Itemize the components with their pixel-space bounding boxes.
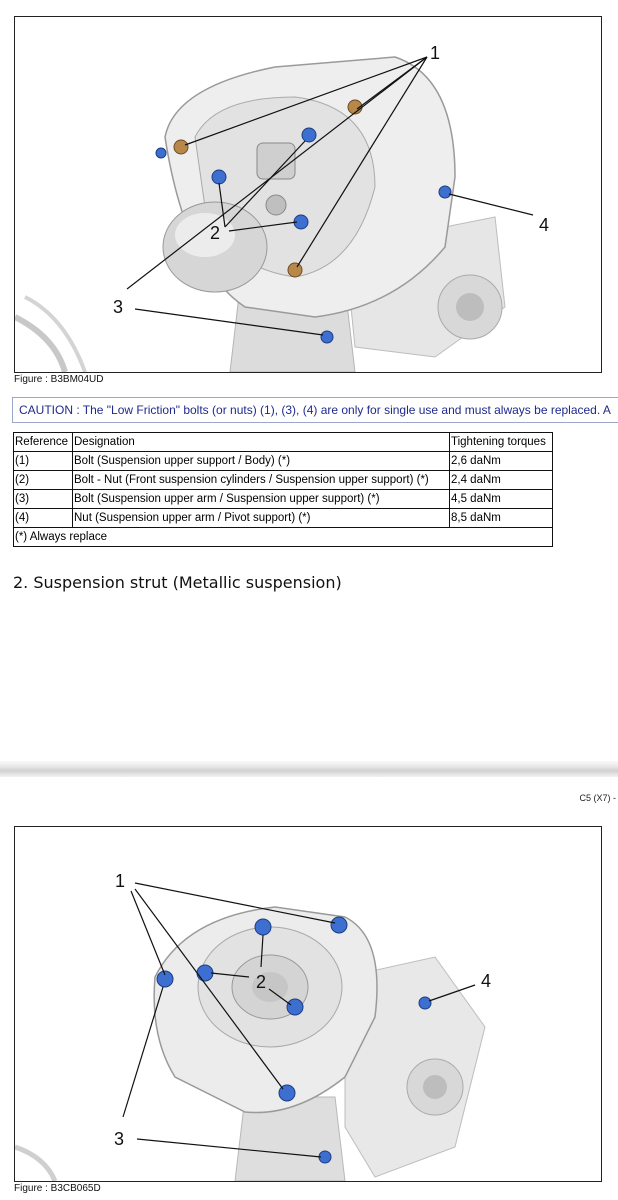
table-footnote-row: [14, 528, 553, 547]
row-reference: (2): [14, 471, 73, 490]
row-torque: 8,5 daNm: [450, 509, 553, 528]
table-header-row: [14, 433, 553, 452]
figure-1-callout-4: 4: [539, 215, 550, 235]
table-footnote: (*) Always replace: [14, 528, 553, 547]
table-row: [14, 509, 553, 528]
table-row: [14, 452, 553, 471]
figure-1-illustration: [15, 17, 601, 372]
row-torque: 4,5 daNm: [450, 490, 553, 509]
figure-2-callout-3: 3: [114, 1129, 125, 1149]
figure-2-callout-4: 4: [481, 971, 492, 991]
caution-box: [12, 397, 618, 423]
figure-1-callout-2: 2: [210, 223, 221, 243]
page-reference: C5 (X7) -: [579, 793, 616, 803]
table-row: [14, 490, 553, 509]
figure-1-caption: Figure : B3BM04UD: [14, 374, 104, 385]
row-reference: (1): [14, 452, 73, 471]
row-reference: (3): [14, 490, 73, 509]
figure-2-caption: Figure : B3CB065D: [14, 1183, 101, 1194]
figure-2: [14, 826, 602, 1182]
row-reference: (4): [14, 509, 73, 528]
torque-table: [13, 432, 553, 547]
row-designation: Bolt - Nut (Front suspension cylinders / Suspension upper support) (*): [73, 471, 450, 490]
header-designation: Designation: [73, 433, 450, 452]
figure-1: [14, 16, 602, 373]
figure-2-callout-1: 1: [115, 871, 126, 891]
figure-1-callout-1: 1: [430, 43, 441, 63]
row-designation: Nut (Suspension upper arm / Pivot support) (*): [73, 509, 450, 528]
section-title: 2. Suspension strut (Metallic suspension): [13, 573, 342, 592]
page-break-divider: [0, 761, 618, 777]
table-row: [14, 471, 553, 490]
header-reference: Reference: [14, 433, 73, 452]
figure-2-illustration: [15, 827, 601, 1181]
row-torque: 2,4 daNm: [450, 471, 553, 490]
figure-1-callout-3: 3: [113, 297, 124, 317]
row-designation: Bolt (Suspension upper support / Body) (*): [73, 452, 450, 471]
caution-text: CAUTION : The "Low Friction" bolts (or nuts) (1), (3), (4) are only for single use and must always be replaced. A: [19, 403, 611, 417]
figure-2-callout-2: 2: [256, 972, 267, 992]
row-designation: Bolt (Suspension upper arm / Suspension upper support) (*): [73, 490, 450, 509]
row-torque: 2,6 daNm: [450, 452, 553, 471]
header-tightening-torques: Tightening torques: [450, 433, 553, 452]
